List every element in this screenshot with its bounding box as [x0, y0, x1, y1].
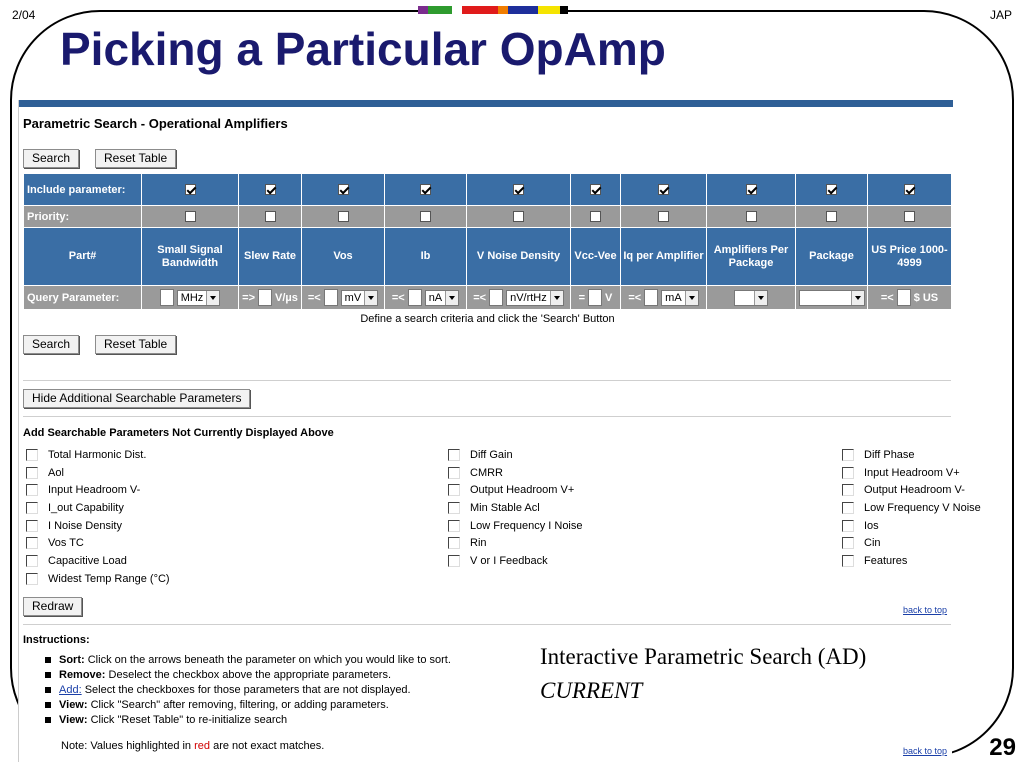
column-header[interactable]: Iq per Amplifier	[621, 228, 707, 286]
include-checkbox[interactable]	[658, 184, 669, 195]
param-label: Ios	[864, 519, 879, 532]
instruction-item	[45, 653, 451, 668]
search-message: Define a search criteria and click the 'Search' Button	[24, 310, 952, 328]
slide-date: 2/04	[12, 8, 36, 22]
bandwidth-unit-select[interactable]	[177, 290, 221, 306]
param-checkbox[interactable]	[842, 555, 854, 567]
dropdown-arrow-icon	[754, 291, 767, 305]
instruction-text: Click "Search" after removing, filtering, or adding parameters.	[90, 699, 389, 711]
priority-checkbox[interactable]	[513, 211, 524, 222]
back-to-top-link-bottom[interactable]: back to top	[903, 746, 948, 756]
param-label: Output Headroom V+	[470, 484, 575, 497]
param-checkbox[interactable]	[26, 484, 38, 496]
column-header[interactable]: Package	[796, 228, 868, 286]
operator-label: =	[578, 291, 586, 304]
param-label: Diff Gain	[470, 448, 513, 461]
operator-label: =<	[628, 291, 642, 304]
param-checkbox[interactable]	[448, 467, 460, 479]
param-checkbox[interactable]	[842, 520, 854, 532]
strip-segment	[452, 6, 462, 14]
param-checkbox[interactable]	[26, 502, 38, 514]
include-checkbox[interactable]	[513, 184, 524, 195]
package-select[interactable]	[799, 290, 865, 306]
param-checkbox[interactable]	[448, 502, 460, 514]
operator-label: =<	[391, 291, 405, 304]
param-label: Capacitive Load	[48, 554, 127, 567]
param-checkbox[interactable]	[26, 555, 38, 567]
priority-checkbox[interactable]	[338, 211, 349, 222]
query-label: Query Parameter:	[24, 286, 142, 310]
unit-label: mV	[344, 291, 362, 304]
unit-label: mA	[665, 291, 682, 304]
include-checkbox[interactable]	[338, 184, 349, 195]
page-heading: Parametric Search - Operational Amplifiers	[23, 116, 288, 131]
column-header[interactable]: Part#	[24, 228, 142, 286]
column-header-row	[24, 228, 952, 286]
priority-checkbox[interactable]	[904, 211, 915, 222]
priority-row	[24, 206, 952, 228]
noise-unit-select[interactable]	[506, 290, 564, 306]
iq-unit-select[interactable]	[661, 290, 699, 306]
column-header[interactable]: Vcc-Vee	[571, 228, 621, 286]
include-row	[24, 174, 952, 206]
unit-label: V	[605, 291, 613, 304]
priority-checkbox[interactable]	[185, 211, 196, 222]
column-header[interactable]: V Noise Density	[467, 228, 571, 286]
instruction-text: Click on the arrows beneath the parameter on which you would like to sort.	[87, 654, 451, 666]
param-option[interactable]	[839, 517, 981, 535]
divider	[23, 624, 951, 625]
bullet-icon	[45, 672, 51, 678]
param-option[interactable]	[445, 517, 583, 535]
param-label: Input Headroom V-	[48, 484, 141, 497]
include-checkbox[interactable]	[826, 184, 837, 195]
param-checkbox[interactable]	[26, 449, 38, 461]
note-red-word: red	[194, 740, 211, 752]
dropdown-arrow-icon	[685, 291, 698, 305]
param-option[interactable]	[445, 534, 583, 552]
instruction-text: Deselect the checkbox above the appropriate parameters.	[108, 669, 392, 681]
strip-segment	[560, 6, 568, 14]
param-label: Aol	[48, 466, 64, 479]
column-header[interactable]: Amplifiers Per Package	[707, 228, 796, 286]
param-label: Vos TC	[48, 537, 84, 550]
param-option[interactable]	[23, 464, 170, 482]
param-column-2	[445, 446, 583, 570]
noise-density-input[interactable]	[489, 289, 503, 306]
reset-table-button-bottom[interactable]: Reset Table	[95, 335, 176, 354]
param-checkbox[interactable]	[448, 520, 460, 532]
include-checkbox[interactable]	[185, 184, 196, 195]
note-text	[61, 740, 324, 752]
param-checkbox[interactable]	[842, 484, 854, 496]
strip-segment	[428, 6, 452, 14]
slide-caption	[540, 640, 866, 708]
divider	[23, 416, 951, 417]
instruction-item	[45, 698, 451, 713]
priority-checkbox[interactable]	[420, 211, 431, 222]
param-checkbox[interactable]	[842, 449, 854, 461]
slide-number: 29	[989, 734, 1016, 761]
site-header-bar	[19, 100, 953, 107]
param-label: Cin	[864, 537, 881, 550]
param-option[interactable]	[23, 446, 170, 464]
instruction-key: View:	[59, 714, 88, 726]
param-label: Output Headroom V-	[864, 484, 965, 497]
query-row	[24, 286, 952, 310]
param-option[interactable]	[23, 499, 170, 517]
column-header[interactable]: Vos	[302, 228, 385, 286]
param-option[interactable]	[839, 534, 981, 552]
include-checkbox[interactable]	[420, 184, 431, 195]
instructions-list	[45, 653, 451, 728]
column-header[interactable]: US Price 1000-4999	[868, 228, 952, 286]
strip-segment	[498, 6, 508, 14]
param-checkbox[interactable]	[26, 573, 38, 585]
add-parameters-heading: Add Searchable Parameters Not Currently Displayed Above	[23, 427, 334, 439]
param-label: Widest Temp Range (°C)	[48, 572, 170, 585]
bullet-icon	[45, 702, 51, 708]
param-option[interactable]	[839, 464, 981, 482]
ib-input[interactable]	[408, 289, 422, 306]
back-to-top-link[interactable]: back to top	[903, 605, 948, 615]
strip-segment	[508, 6, 538, 14]
param-checkbox[interactable]	[448, 555, 460, 567]
param-label: Features	[864, 554, 908, 567]
param-checkbox[interactable]	[26, 467, 38, 479]
strip-segment	[538, 6, 560, 14]
unit-label: V/µs	[275, 291, 298, 304]
priority-checkbox[interactable]	[826, 211, 837, 222]
priority-checkbox[interactable]	[265, 211, 276, 222]
priority-label: Priority:	[24, 206, 142, 228]
param-checkbox[interactable]	[448, 484, 460, 496]
param-option[interactable]	[445, 499, 583, 517]
param-option[interactable]	[23, 481, 170, 499]
vos-unit-select[interactable]	[341, 290, 379, 306]
caption-line-2: CURRENT	[540, 678, 643, 703]
param-checkbox[interactable]	[842, 467, 854, 479]
include-checkbox[interactable]	[265, 184, 276, 195]
ib-unit-select[interactable]	[425, 290, 459, 306]
param-option[interactable]	[839, 446, 981, 464]
unit-label: $ US	[913, 291, 939, 304]
param-label: I_out Capability	[48, 501, 124, 514]
param-label: Rin	[470, 537, 487, 550]
include-label: Include parameter:	[24, 174, 142, 206]
param-option[interactable]	[445, 446, 583, 464]
param-option[interactable]	[445, 464, 583, 482]
param-label: Low Frequency V Noise	[864, 501, 981, 514]
strip-segment	[418, 6, 428, 14]
note-prefix: Note: Values highlighted in	[61, 740, 195, 752]
search-button[interactable]: Search	[23, 149, 79, 168]
param-option[interactable]	[23, 552, 170, 570]
param-column-3	[839, 446, 981, 570]
param-option[interactable]	[23, 570, 170, 588]
add-link[interactable]: Add:	[59, 684, 82, 696]
strip-segment	[462, 6, 498, 14]
param-option[interactable]	[839, 499, 981, 517]
slide-author: JAP	[989, 8, 1012, 22]
operator-label: =>	[242, 291, 255, 304]
redraw-button[interactable]: Redraw	[23, 597, 82, 616]
instruction-key: View:	[59, 699, 88, 711]
parameter-table	[23, 173, 952, 328]
param-label: Diff Phase	[864, 448, 915, 461]
bullet-icon	[45, 717, 51, 723]
dropdown-arrow-icon	[206, 291, 219, 305]
operator-label: =<	[880, 291, 894, 304]
instruction-item	[45, 713, 451, 728]
param-checkbox[interactable]	[842, 502, 854, 514]
param-option[interactable]	[23, 534, 170, 552]
iq-input[interactable]	[644, 289, 658, 306]
param-checkbox[interactable]	[448, 449, 460, 461]
param-checkbox[interactable]	[26, 537, 38, 549]
instruction-key: Remove:	[59, 669, 106, 681]
bullet-icon	[45, 687, 51, 693]
unit-label: nA	[428, 291, 443, 304]
include-checkbox[interactable]	[904, 184, 915, 195]
price-input[interactable]	[897, 289, 911, 306]
slide-title: Picking a Particular OpAmp	[60, 23, 666, 75]
dropdown-arrow-icon	[550, 291, 563, 305]
slew-rate-input[interactable]	[258, 289, 272, 306]
param-option[interactable]	[445, 481, 583, 499]
instruction-item	[45, 683, 451, 698]
include-checkbox[interactable]	[746, 184, 757, 195]
divider	[23, 380, 951, 381]
caption-line-1: Interactive Parametric Search (AD)	[540, 644, 867, 669]
param-label: Min Stable Acl	[470, 501, 540, 514]
include-checkbox[interactable]	[590, 184, 601, 195]
dropdown-arrow-icon	[851, 291, 864, 305]
priority-checkbox[interactable]	[746, 211, 757, 222]
reset-table-button[interactable]: Reset Table	[95, 149, 176, 168]
operator-label: =<	[307, 291, 321, 304]
column-header[interactable]: Slew Rate	[239, 228, 302, 286]
param-checkbox[interactable]	[448, 537, 460, 549]
param-checkbox[interactable]	[842, 537, 854, 549]
message-row	[24, 310, 952, 328]
bullet-icon	[45, 657, 51, 663]
param-option[interactable]	[839, 481, 981, 499]
hide-parameters-button[interactable]: Hide Additional Searchable Parameters	[23, 389, 250, 408]
param-label: Low Frequency I Noise	[470, 519, 583, 532]
param-label: Input Headroom V+	[864, 466, 960, 479]
instruction-key: Sort:	[59, 654, 85, 666]
unit-label: MHz	[180, 291, 204, 304]
amplifiers-select[interactable]	[734, 290, 768, 306]
priority-checkbox[interactable]	[590, 211, 601, 222]
instruction-text: Click "Reset Table" to re-initialize search	[90, 714, 288, 726]
param-option[interactable]	[839, 552, 981, 570]
param-option[interactable]	[23, 517, 170, 535]
param-label: Total Harmonic Dist.	[48, 448, 147, 461]
param-checkbox[interactable]	[26, 520, 38, 532]
unit-label: nV/rtHz	[510, 291, 547, 304]
column-header[interactable]: Ib	[385, 228, 467, 286]
param-label: V or I Feedback	[470, 554, 548, 567]
vos-input[interactable]	[324, 289, 338, 306]
param-option[interactable]	[445, 552, 583, 570]
search-button-bottom[interactable]: Search	[23, 335, 79, 354]
param-label: I Noise Density	[48, 519, 122, 532]
column-header[interactable]: Small Signal Bandwidth	[142, 228, 239, 286]
instructions-heading: Instructions:	[23, 634, 90, 646]
supply-input[interactable]	[588, 289, 602, 306]
instruction-item	[45, 668, 451, 683]
param-label: CMRR	[470, 466, 503, 479]
color-strip	[418, 6, 568, 14]
param-column-1	[23, 446, 170, 588]
operator-label: =<	[473, 291, 487, 304]
note-suffix: are not exact matches.	[210, 740, 325, 752]
bandwidth-input[interactable]	[160, 289, 174, 306]
instruction-text: Select the checkboxes for those parameters that are not displayed.	[84, 684, 411, 696]
priority-checkbox[interactable]	[658, 211, 669, 222]
dropdown-arrow-icon	[445, 291, 458, 305]
dropdown-arrow-icon	[364, 291, 377, 305]
